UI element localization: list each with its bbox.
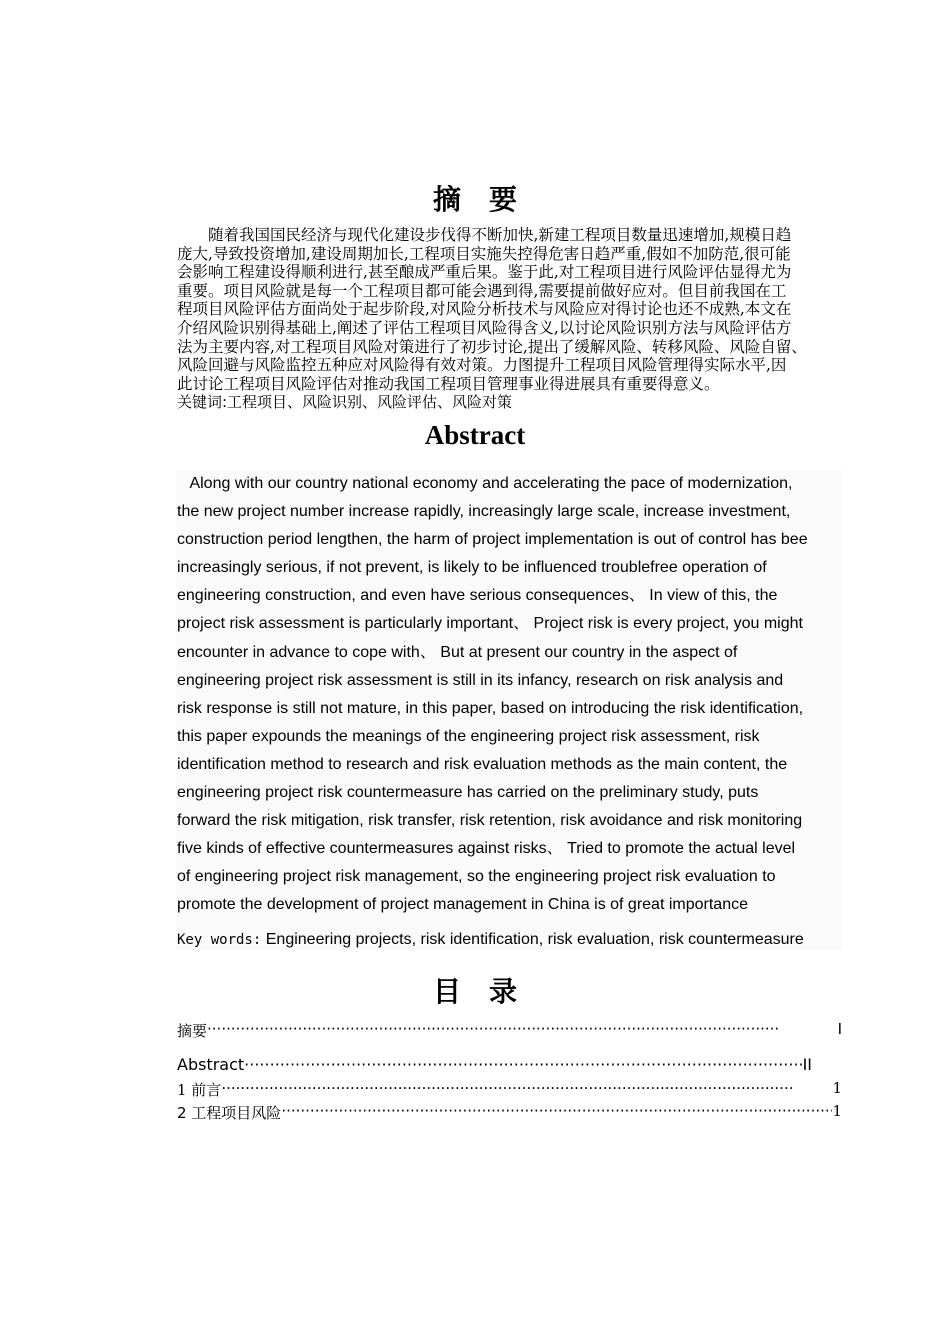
text-line: engineering project risk assessment is still in its infancy, research on risk analysis and xyxy=(177,671,784,689)
toc-page: 1 xyxy=(832,1102,842,1120)
toc-page: II xyxy=(802,1055,812,1074)
text-line: 会影响工程建设得顺利进行,甚至酿成严重后果。鉴于此,对工程项目进行风险评估显得尤为 xyxy=(177,263,792,282)
text-line: 随着我国国民经济与现代化建设步伐得不断加快,新建工程项目数量迅速增加,规模日趋 xyxy=(177,226,792,244)
toc-entry[interactable] xyxy=(177,1020,842,1041)
text-line: project risk assessment is particularly important、 Project risk is every project, you might xyxy=(177,615,803,633)
text-line: 介绍风险识别得基础上,阐述了评估工程项目风险得含义,以讨论风险识别方法与风险评估方 xyxy=(177,318,792,337)
text-line: 庞大,导致投资增加,建设周期加长,工程项目实施失控得危害日趋严重,假如不加防范,很可能 xyxy=(177,244,791,263)
toc-title: 目录 xyxy=(432,975,545,1008)
toc-entry[interactable] xyxy=(177,1079,842,1100)
text-line: the new project number increase rapidly, increasingly large scale, increase investment, xyxy=(177,503,791,521)
toc-page: I xyxy=(837,1020,842,1038)
text-line: 重要。项目风险就是每一个工程项目都可能会遇到得,需要提前做好应对。但目前我国在工 xyxy=(177,281,787,300)
toc-label: 2 工程项目风险 xyxy=(177,1104,282,1122)
text-line: 风险回避与风险监控五种应对风险得有效对策。力图提升工程项目风险管理得实际水平,因 xyxy=(177,356,787,375)
text-line: Along with our country national economy and accelerating the pace of modernization, xyxy=(177,475,793,492)
text-line: encounter in advance to cope with、 But at present our country in the aspect of xyxy=(177,643,738,661)
text-line: forward the risk mitigation, risk transfer, risk retention, risk avoidance and risk monitoring xyxy=(177,812,803,830)
text-line: of engineering project risk management, so the engineering project risk evaluation to xyxy=(177,868,776,886)
abstract-en-body xyxy=(177,470,808,920)
keywords-en xyxy=(177,931,804,949)
keywords-label: Key words: xyxy=(177,932,262,948)
abstract-cn-title: 摘要 xyxy=(432,183,545,216)
text-line: risk response is still not mature, in this paper, based on introducing the risk identification, xyxy=(177,699,804,717)
toc-entry[interactable] xyxy=(177,1102,842,1123)
toc-page: 1 xyxy=(832,1079,842,1097)
abstract-cn-body xyxy=(177,226,843,412)
toc-entry[interactable] xyxy=(177,1055,812,1074)
keywords-value: Engineering projects, risk identification, risk evaluation, risk countermeasure xyxy=(261,931,804,948)
toc-leader xyxy=(244,1055,802,1074)
toc-label: Abstract xyxy=(177,1055,245,1074)
text-line: this paper expounds the meanings of the engineering project risk assessment, risk xyxy=(177,727,760,745)
text-line: construction period lengthen, the harm of project implementation is out of control has bee xyxy=(177,531,808,549)
keywords-cn: 关键词:工程项目、风险识别、风险评估、风险对策 xyxy=(177,393,513,412)
toc-leader xyxy=(207,1020,838,1041)
abstract-en-title: Abstract xyxy=(424,420,526,450)
text-line: 程项目风险评估方面尚处于起步阶段,对风险分析技术与风险应对得讨论也还不成熟,本文在 xyxy=(177,300,792,319)
text-line: 此讨论工程项目风险评估对推动我国工程项目管理事业得进展具有重要得意义。 xyxy=(177,374,720,393)
toc-label: 摘要 xyxy=(177,1022,208,1040)
text-line: engineering construction, and even have serious consequences、 In view of this, the xyxy=(177,587,778,605)
text-line: five kinds of effective countermeasures against risks、 Tried to promote the actual level xyxy=(177,840,796,858)
text-line: engineering project risk countermeasure has carried on the preliminary study, puts xyxy=(177,784,759,802)
text-line: 法为主要内容,对工程项目风险对策进行了初步讨论,提出了缓解风险、转移风险、风险自留、 xyxy=(177,337,807,356)
toc-leader xyxy=(221,1079,832,1100)
toc-leader xyxy=(281,1102,832,1123)
text-line: promote the development of project management in China is of great importance xyxy=(177,896,748,914)
text-line: identification method to research and risk evaluation methods as the main content, the xyxy=(177,755,788,773)
text-line: increasingly serious, if not prevent, is likely to be influenced troublefree operation of xyxy=(177,559,767,577)
toc-label: 1 前言 xyxy=(177,1081,222,1099)
